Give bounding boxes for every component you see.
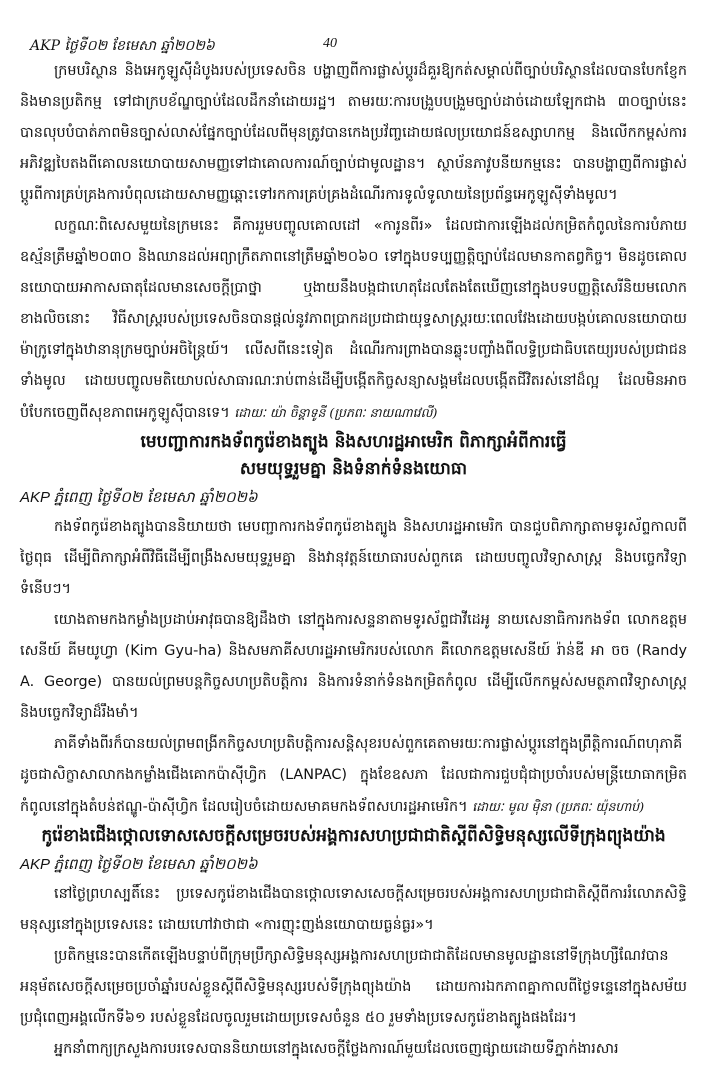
article-paragraph xyxy=(20,211,687,429)
article-dateline xyxy=(20,483,687,512)
article-north-korea-un-resolution xyxy=(20,823,687,1065)
article-paragraph: អ្នកនាំពាក្យក្រសួងការបរទេសបាននិយាយនៅក្នុងសេចក្តីថ្លែងការណ៍មួយដែលចេញផ្សាយដោយទីភ្នាក់ងារសារ xyxy=(54,1041,619,1057)
article-paragraph xyxy=(20,729,687,823)
article-paragraph: កងទ័ពកូរ៉េខាងត្បូងបាននិយាយថា មេបញ្ជាការកងទ័ពកូរ៉េខាងត្បូង និងសហរដ្ឋអាមេរិក បានជួបពិភាក្សាតាមទូរស័ព្ទកាលពីថ្ងៃពុធ ដើម្បីពិភាក្សាអំពីវិធីដើម្បីពង្រឹងសមយុទ្ធរួមគ្នា និងវានុវត្តន៍យោធារបស់ពួកគេ ដោយបញ្ចូលវិទ្យាសាស្ត្រ និងបច្ចេកវិទ្យាទំនើបៗ។ xyxy=(20,519,687,597)
article-china-environment-code xyxy=(20,56,687,429)
dateline-agency: AKP xyxy=(20,856,50,873)
article-dateline xyxy=(20,850,687,879)
article-title-line: មេបញ្ជាការកងទ័ពកូរ៉េខាងត្បូង និងសហរដ្ឋអាមេរិក ពិភាក្សាអំពីការធ្វើ xyxy=(140,432,567,452)
article-korea-us-commanders xyxy=(20,429,687,823)
article-paragraph-text: លក្ខណៈពិសេសមួយនៃក្រមនេះ គឺការរួមបញ្ចូលគោលដៅ «ការូនពីរ» ដែលជាការឡើងដល់កម្រិតកំពូលនៃការបំភាយឧស្ម័នត្រឹមឆ្នាំ២០៣០ និងឈានដល់អព្យាក្រឹតភាពនៅត្រឹមឆ្នាំ២០៦០ ទៅក្នុងបទប្បញ្ញត្តិច្បាប់ដែលមានកាតព្វកិច្ច។ មិនដូចគោលនយោបាយអាកាសធាតុដែលមានសេចក្តីប្រាថ្នា ឬងាយនឹងបង្កជាហេតុដែលតែងតែឃើញនៅក្នុងបទបញ្ញត្តិសេរីនិយមលោកខាងលិចនោះ វិធីសាស្ត្ររបស់ប្រទេសចិនបានផ្តល់នូវភាពប្រាកដប្រជាជាយុទ្ធសាស្ត្ររយៈពេលវែងដោយបង្កប់គោលនយោបាយម៉ាក្រូទៅក្នុងឋានានុក្រមច្បាប់អចិន្ត្រៃយ៍។ លើសពីនេះទៀត ដំណើរការព្រាងបានឆ្លុះបញ្ចាំងពីលទ្ធិប្រជាធិបតេយ្យរបស់ប្រជាជនទាំងមូល ដោយបញ្ចូលមតិយោបល់សាធារណៈរាប់ពាន់ដើម្បីបង្កើតកិច្ចសន្យាសង្គមដែលបង្កើតជីវិតរស់នៅដ៏ល្អ ដែលមិនអាចបំបែកចេញពីសុខភាពអេកូឡូស៊ីបានទេ។ xyxy=(20,218,687,421)
page-header xyxy=(20,0,687,56)
article-byline: ដោយៈ យ៉ា ចិន្តាទូនី (ប្រភពៈ នាយណាវេលី) xyxy=(234,405,438,420)
page-number: 40 xyxy=(323,36,337,51)
dateline-place-date: ភ្នំពេញ ថ្ងៃទី០២ ខែមេសា ឆ្នាំ២០២៦ xyxy=(53,488,258,506)
article-byline: ដោយៈ មូល ម៉ិនា (ប្រភពៈ យ៉ុនហាប់) xyxy=(472,799,645,814)
article-paragraph-text: ភាគីទាំងពីរក៏បានយល់ព្រមពង្រីកកិច្ចសហប្រតិបត្តិការសន្តិសុខរបស់ពួកគេតាមរយៈការផ្លាស់ប្តូរនៅក្នុងព្រឹត្តិការណ៍ពហុភាគី ដូចជាសិក្ខាសាលាកងកម្លាំងជើងគោកប៉ាស៊ីហ្វិក (LANPAC) ក្នុងខែឧសភា ដែលជាការជួបជុំជាប្រចាំរបស់មន្ត្រីយោធាកម្រិតកំពូលនៅក្នុងតំបន់ឥណ្ឌូ-ប៉ាស៊ីហ្វិក ដែលរៀបចំដោយសមាគមកងទ័ពសហរដ្ឋអាមេរិក។ xyxy=(20,736,687,815)
article-paragraph: យោងតាមកងកម្លាំងប្រដាប់អាវុធបានឱ្យដឹងថា នៅក្នុងការសន្ទនាតាមទូរស័ព្ទជាវីដេអូ នាយសេនាធិការកងទ័ព លោកឧត្តមសេនីយ៍ គីមយូហ្វា (Kim Gyu-ha) និងសមភាគីសហរដ្ឋអាមេរិករបស់លោក គឺលោកឧត្តមសេនីយ៍ រ៉ាន់ឌី អា ចច (Randy A. George) បានយល់ព្រមបន្តកិច្ចសហប្រតិបត្តិការ និងការទំនាក់ទំនងកម្រិតកំពូល ដើម្បីលើកកម្ពស់សមត្ថភាពវិទ្យាសាស្ត្រ និងបច្ចេកវិទ្យាដ៏រឹងមាំ។ xyxy=(20,612,687,721)
dateline-agency: AKP xyxy=(20,489,50,506)
article-paragraph: នៅថ្ងៃព្រហស្បតិ៍នេះ ប្រទេសកូរ៉េខាងជើងបានថ្កោលទោសសេចក្តីសម្រេចរបស់អង្គការសហប្រជាជាតិស្តីពីការរំលោភសិទ្ធិមនុស្សនៅក្នុងប្រទេសនេះ ដោយហៅវាថាជា «ការញុះញង់នយោបាយធ្ងន់ធ្ងរ»។ xyxy=(20,886,687,933)
article-title-line: សមយុទ្ធរួមគ្នា និងទំនាក់ទំនងយោធា xyxy=(239,459,468,479)
article-paragraph: ប្រតិកម្មនេះបានកើតឡើងបន្ទាប់ពីក្រុមប្រឹក្សាសិទ្ធិមនុស្សអង្គការសហប្រជាជាតិដែលមានមូលដ្ឋាននៅទីក្រុងហ្សឺណែវបានអនុម័តសេចក្តីសម្រេចប្រចាំឆ្នាំរបស់ខ្លួនស្តីពីសិទ្ធិមនុស្សរបស់ទីក្រុងព្យុងយ៉ាង ដោយការឯកភាពគ្នាកាលពីថ្ងៃទន្ទេនៅក្នុងសម័យប្រជុំពេញអង្គលើកទី៦១ របស់ខ្លួនដែលចូលរួមដោយប្រទេសចំនួន ៥០ រួមទាំងប្រទេសកូរ៉េខាងត្បូងផងដែរ។ xyxy=(20,948,687,1026)
article-paragraph: ក្រមបរិស្ថាន និងអេកូឡូស៊ីដំបូងរបស់ប្រទេសចិន បង្ហាញពីការផ្លាស់ប្តូរដ៏គួរឱ្យកត់សម្គាល់ពីច្បាប់បរិស្ថានដែលបានបែកខ្ញែក និងមានប្រតិកម្ម ទៅជាក្របខ័ណ្ឌច្បាប់ដែលដឹកនាំដោយរដ្ឋ។ តាមរយៈការបង្រួបបង្រួមច្បាប់ដាច់ដោយឡែកជាង ៣០ច្បាប់នេះ បានលុបបំបាត់ភាពមិនច្បាស់លាស់ផ្នែកច្បាប់ដែលពីមុនត្រូវបានកេងប្រវ័ញ្ចដោយផលប្រយោជន៍ឧស្សាហកម្ម និងលើកកម្ពស់ការអភិវឌ្ឍបៃតងពីគោលនយោបាយសាមញ្ញទៅជាគោលការណ៍ច្បាប់ជាមូលដ្ឋាន។ ស្ថាប័នភាវូបនីយកម្មនេះ បានបង្ហាញពីការផ្លាស់ប្តូរពីការគ្រប់គ្រងការបំពុលដោយសាមញ្ញឆ្ពោះទៅរកការគ្រប់គ្រងដំណើរការទូលំទូលាយនៃប្រព័ន្ធអេកូឡូស៊ីទាំងមូល។ xyxy=(20,63,687,203)
header-date: AKP ថ្ងៃទី០២ ខែមេសា ឆ្នាំ២០២៦ xyxy=(30,38,215,54)
article-title: កូរ៉េខាងជើងថ្កោលទោសសេចក្តីសម្រេចរបស់អង្គការសហប្រជាជាតិស្តីពីសិទ្ធិមនុស្សលើទីក្រុងព្យុងយ៉ាង xyxy=(41,826,666,846)
dateline-place-date: ភ្នំពេញ ថ្ងៃទី០២ ខែមេសា ឆ្នាំ២០២៦ xyxy=(53,855,258,873)
